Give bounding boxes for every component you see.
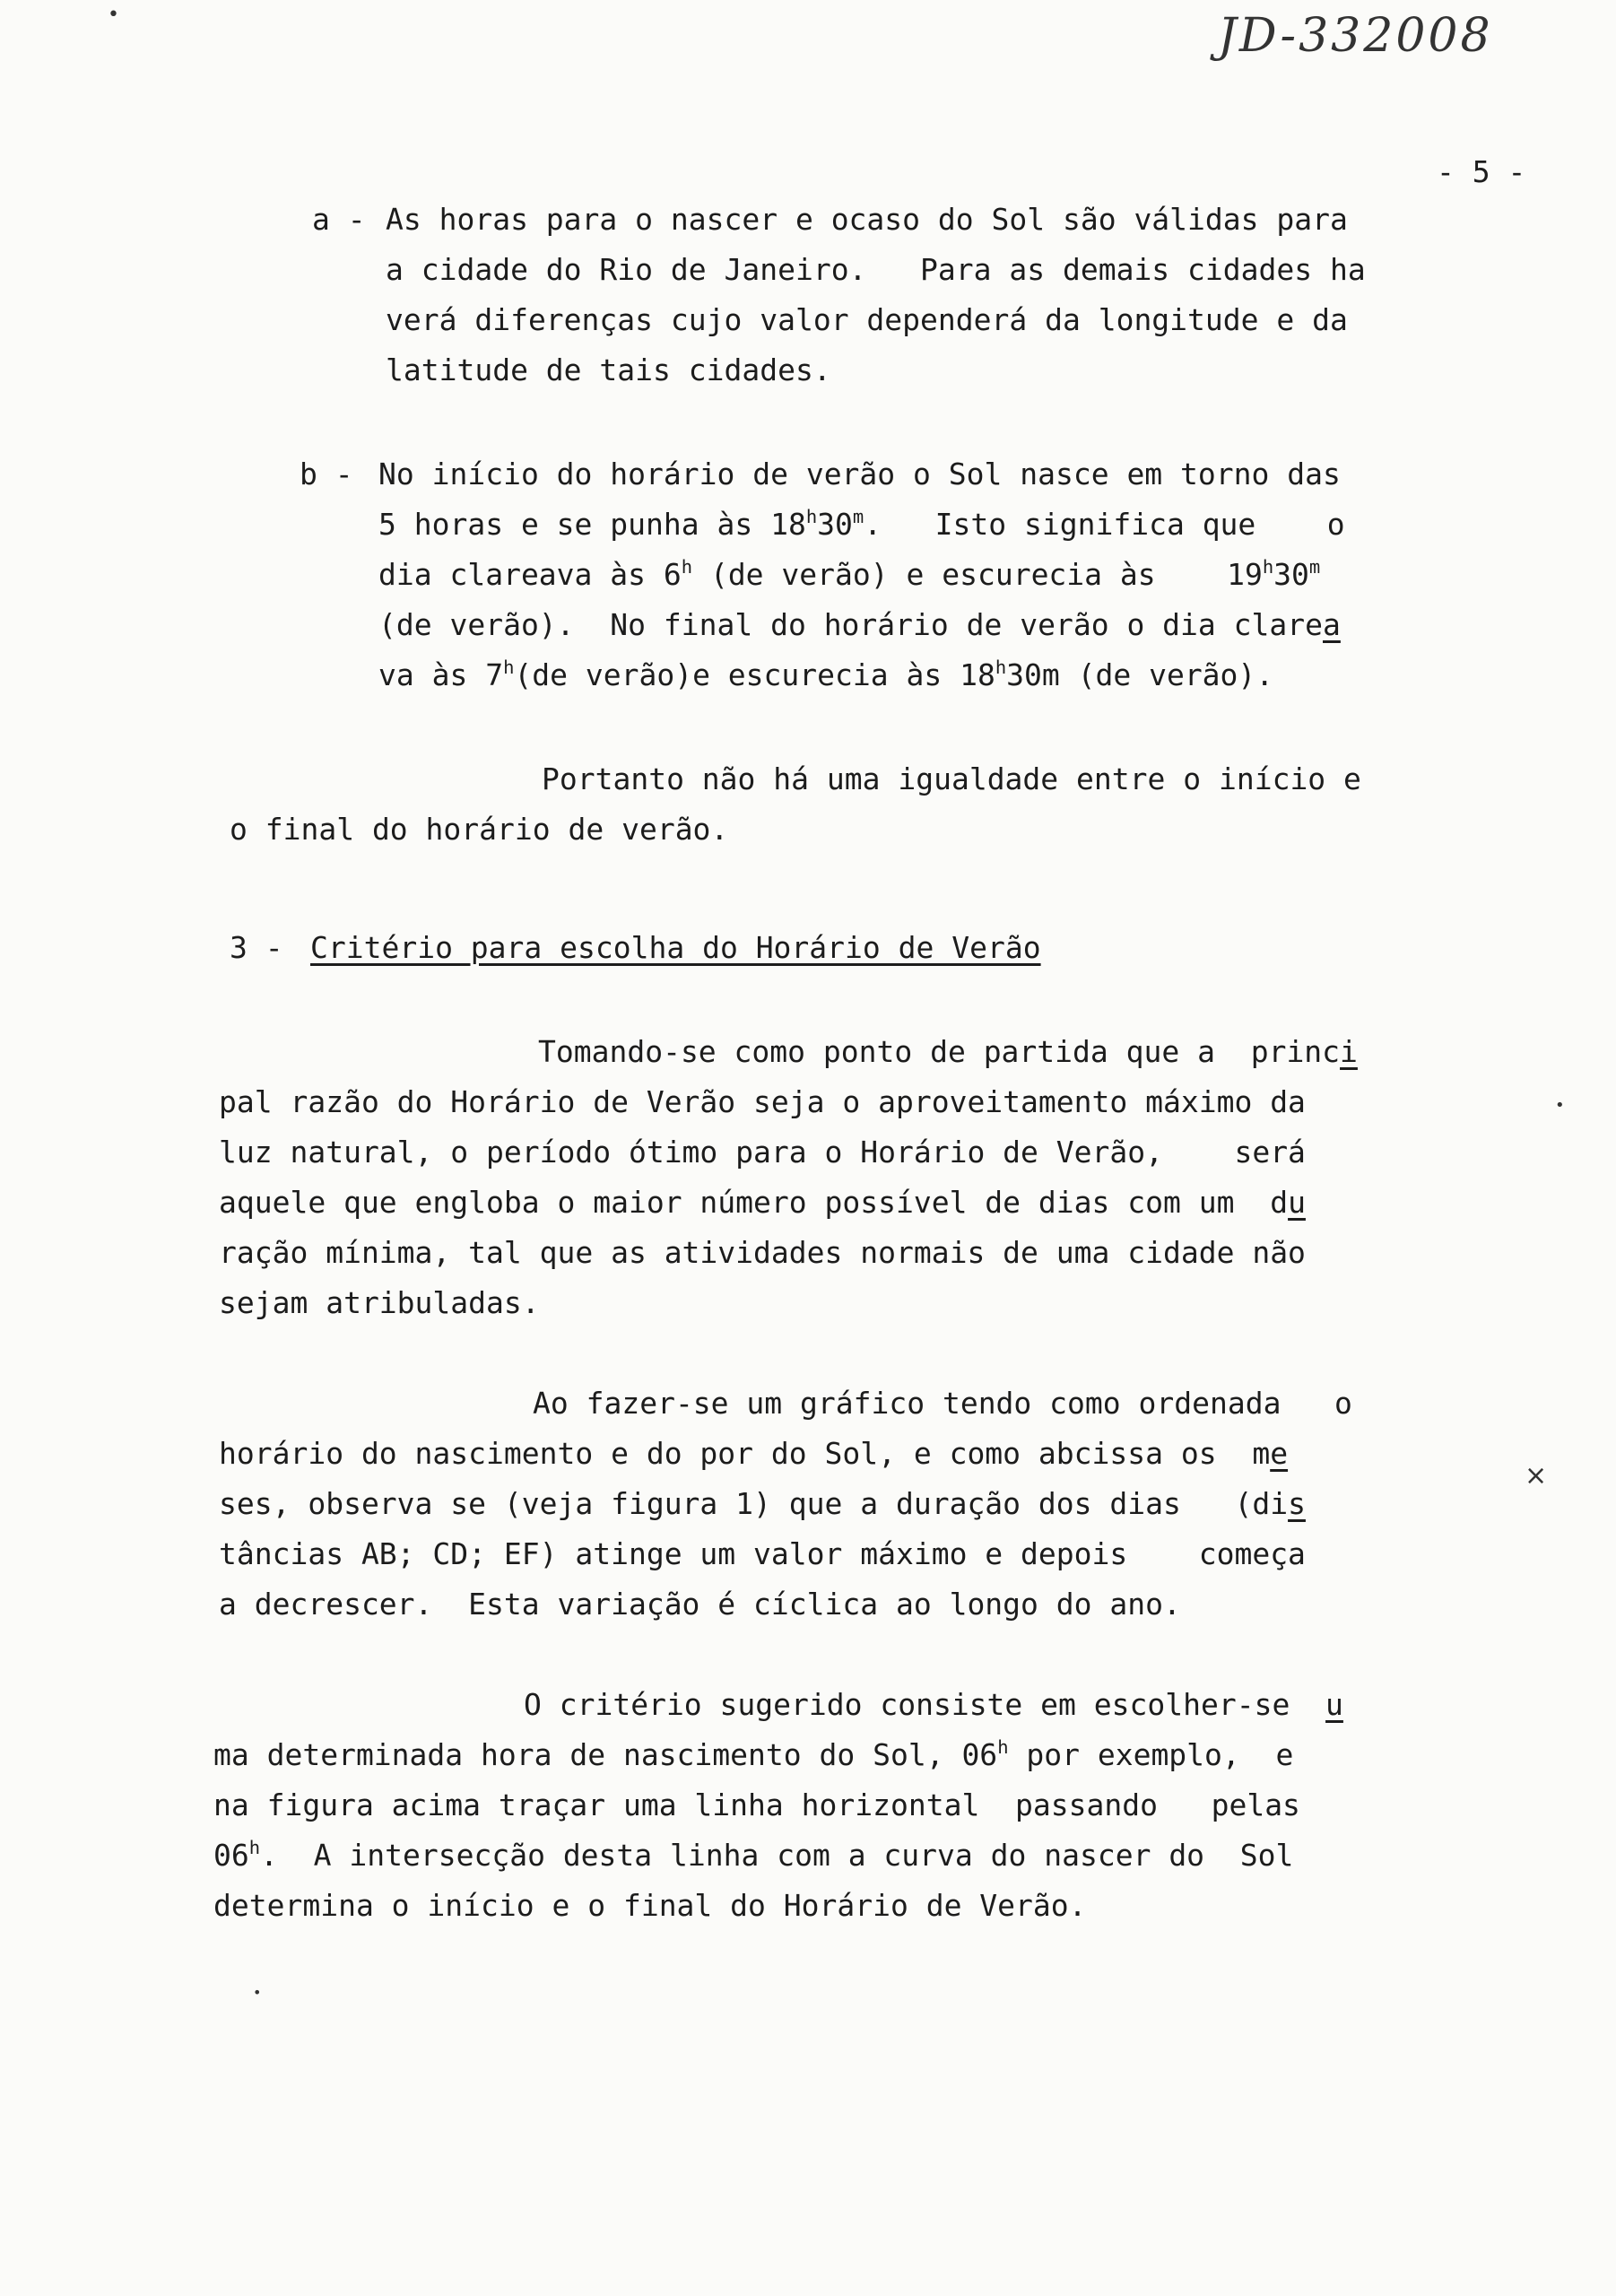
paragraph-2-line-3: ses, observa se (veja figura 1) que a duração dos dias (dis [219,1486,1306,1521]
item-b-line-1: No início do horário de verão o Sol nasce em torno das [378,457,1341,491]
item-b-line-2: 5 horas e se punha às 18$^h$30$^m$. Isto significa que o [378,506,1345,542]
item-b-line-5: va às 7$^h$(de verão)e escurecia às 18$^h$30m (de verão). [378,657,1274,692]
paragraph-2-line-5: a decrescer. Esta variação é cíclica ao longo do ano. [219,1587,1181,1622]
item-a-line-4: latitude de tais cidades. [386,352,831,387]
paragraph-1-line-3: luz natural, o período ótimo para o Horário de Verão, será [219,1135,1306,1170]
margin-x-mark: × [1525,1460,1548,1492]
paragraph-1-line-6: sejam atribuladas. [219,1285,540,1320]
item-a-line-3: verá diferenças cujo valor dependerá da longitude e da [386,302,1348,337]
page-number: - 5 - [1437,154,1526,189]
paragraph-1-line-5: ração mínima, tal que as atividades normais de uma cidade não [219,1235,1306,1270]
conclusion-line-1: Portanto não há uma igualdade entre o início e [542,761,1361,796]
bottom-dot-mark: • [253,1984,262,2001]
conclusion-line-2: o final do horário de verão. [230,812,729,847]
paragraph-3-line-5: determina o início e o final do Horário de Verão. [213,1888,1087,1923]
item-a-bullet: a - [312,202,366,237]
item-b-line-3: dia clareava às 6$^h$ (de verão) e escurecia às 19$^h$30$^m$ [378,556,1321,592]
paragraph-1-line-1: Tomando-se como ponto de partida que a princi [538,1034,1358,1069]
paragraph-1-line-2: pal razão do Horário de Verão seja o aproveitamento máximo da [219,1084,1306,1119]
paragraph-3-line-1: O critério sugerido consiste em escolher-se u [524,1687,1343,1722]
item-a-line-2: a cidade do Rio de Janeiro. Para as demais cidades ha [386,252,1366,287]
handwritten-reference: JD-332008 [1218,9,1493,63]
margin-dot-mark: • [1555,1096,1565,1115]
paragraph-3-line-4: 06$^h$. A intersecção desta linha com a curva do nascer do Sol [213,1837,1294,1873]
paragraph-3-line-3: na figura acima traçar uma linha horizontal passando pelas [213,1787,1300,1822]
section-3-number: 3 - [230,930,283,965]
item-b-bullet: b - [300,457,353,491]
item-b-line-4: (de verão). No final do horário de verão o dia clarea [378,607,1341,642]
section-3-title: Critério para escolha do Horário de Verão [310,930,1041,965]
item-a-line-1: As horas para o nascer e ocaso do Sol são válidas para [386,202,1348,237]
paragraph-2-line-4: tâncias AB; CD; EF) atinge um valor máximo e depois começa [219,1536,1306,1571]
paragraph-2-line-2: horário do nascimento e do por do Sol, e como abcissa os me [219,1436,1289,1471]
paragraph-3-line-2: ma determinada hora de nascimento do Sol, 06$^h$ por exemplo, e [213,1736,1294,1772]
scan-speck-mark: • [108,4,119,26]
paragraph-1-line-4: aquele que engloba o maior número possível de dias com um du [219,1185,1306,1220]
paragraph-2-line-1: Ao fazer-se um gráfico tendo como ordenada o [533,1386,1352,1421]
